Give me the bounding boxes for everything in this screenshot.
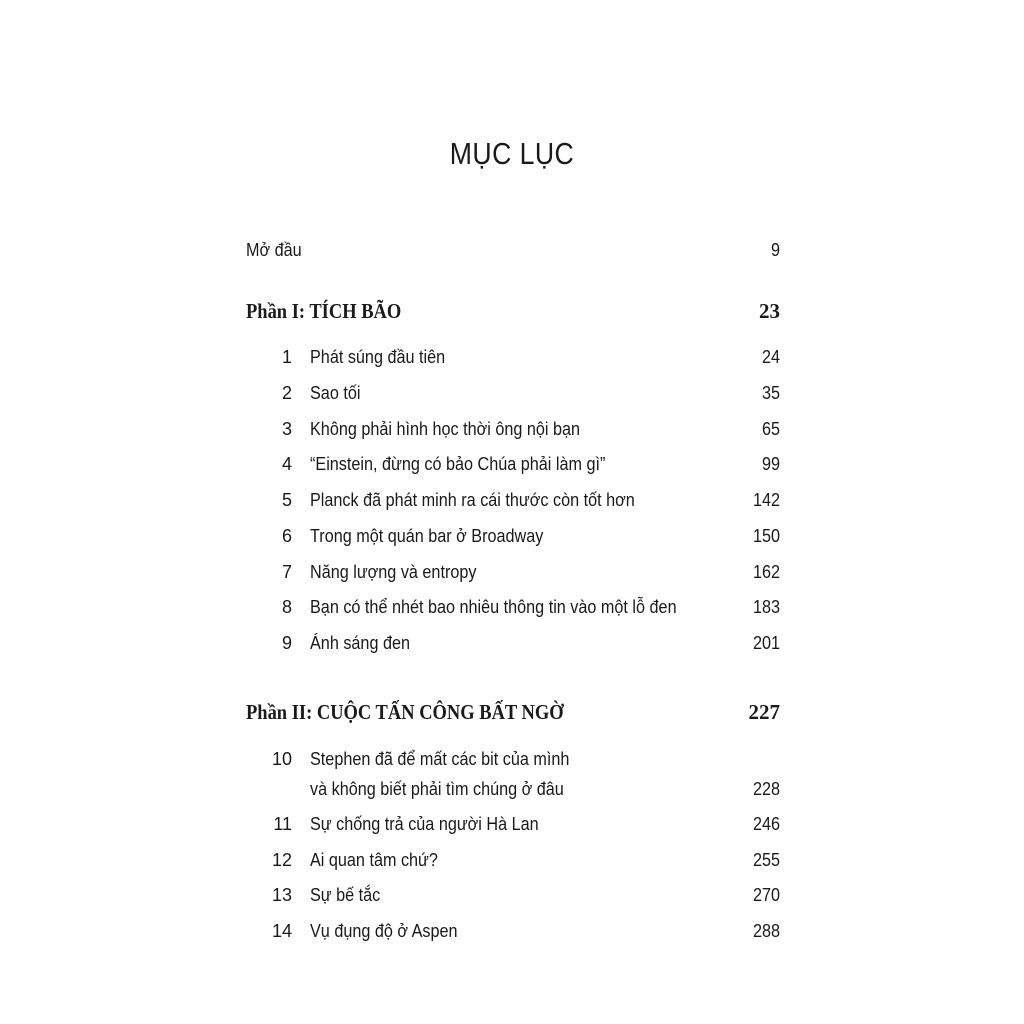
chapter-title: Sự chống trả của người Hà Lan (310, 814, 539, 834)
chapter-number: 13 (271, 885, 292, 905)
chapter-page: 183 (752, 597, 780, 617)
part-label: Phần I: TÍCH BÃO (246, 299, 402, 323)
chapter-page: 65 (761, 419, 780, 439)
chapter-title: Trong một quán bar ở Broadway (310, 526, 544, 546)
chapter-page: 201 (752, 633, 780, 653)
chapter-number: 12 (271, 850, 292, 870)
chapter-title: Năng lượng và entropy (310, 562, 477, 582)
chapter-number: 7 (281, 562, 292, 582)
chapter-number: 8 (281, 597, 292, 617)
chapter-number: 11 (273, 814, 292, 834)
chapter-number: 4 (281, 454, 292, 474)
toc-intro-row (246, 236, 780, 264)
intro-label: Mở đầu (246, 240, 302, 260)
toc-chapter-row (246, 744, 780, 804)
part-page: 227 (748, 700, 780, 724)
chapter-page: 288 (752, 921, 780, 941)
chapter-title: “Einstein, đừng có bảo Chúa phải làm gì” (310, 454, 606, 474)
chapter-page: 142 (752, 490, 780, 510)
chapter-page: 35 (761, 383, 780, 403)
part-heading (246, 696, 780, 728)
chapter-title: Vụ đụng độ ở Aspen (310, 921, 458, 941)
chapter-title: Ai quan tâm chứ? (310, 850, 438, 870)
chapter-page: 162 (752, 562, 780, 582)
chapter-title-continued: và không biết phải tìm chúng ở đâu (310, 779, 564, 799)
chapter-page: 150 (752, 526, 780, 546)
chapter-number: 6 (281, 526, 292, 546)
chapter-number: 5 (281, 490, 292, 510)
chapter-title: Bạn có thể nhét bao nhiêu thông tin vào một lỗ đen (310, 597, 677, 617)
chapter-page: 270 (752, 885, 780, 905)
chapter-number: 1 (281, 347, 292, 367)
chapter-number: 10 (271, 749, 292, 769)
chapter-title: Stephen đã để mất các bit của mình (310, 749, 570, 769)
chapter-number: 14 (271, 921, 292, 941)
part-heading (246, 295, 780, 327)
chapter-number: 3 (281, 419, 292, 439)
part-label: Phần II: CUỘC TẤN CÔNG BẤT NGỜ (246, 700, 564, 724)
chapter-page: 228 (752, 779, 780, 799)
chapter-page: 99 (761, 454, 780, 474)
intro-page: 9 (770, 240, 780, 260)
chapter-title: Phát súng đầu tiên (310, 347, 446, 367)
page-title: MỤC LỤC (449, 136, 575, 171)
chapter-number: 2 (281, 383, 292, 403)
chapter-title: Ánh sáng đen (310, 633, 410, 653)
chapter-page: 255 (752, 850, 780, 870)
chapter-title: Không phải hình học thời ông nội bạn (310, 419, 581, 439)
chapter-page: 24 (761, 347, 780, 367)
chapter-title: Planck đã phát minh ra cái thước còn tốt hơn (310, 490, 635, 510)
part-page: 23 (759, 299, 780, 323)
chapter-title: Sự bế tắc (310, 885, 381, 905)
chapter-title: Sao tối (310, 383, 361, 403)
chapter-number: 9 (281, 633, 292, 653)
chapter-page: 246 (752, 814, 780, 834)
